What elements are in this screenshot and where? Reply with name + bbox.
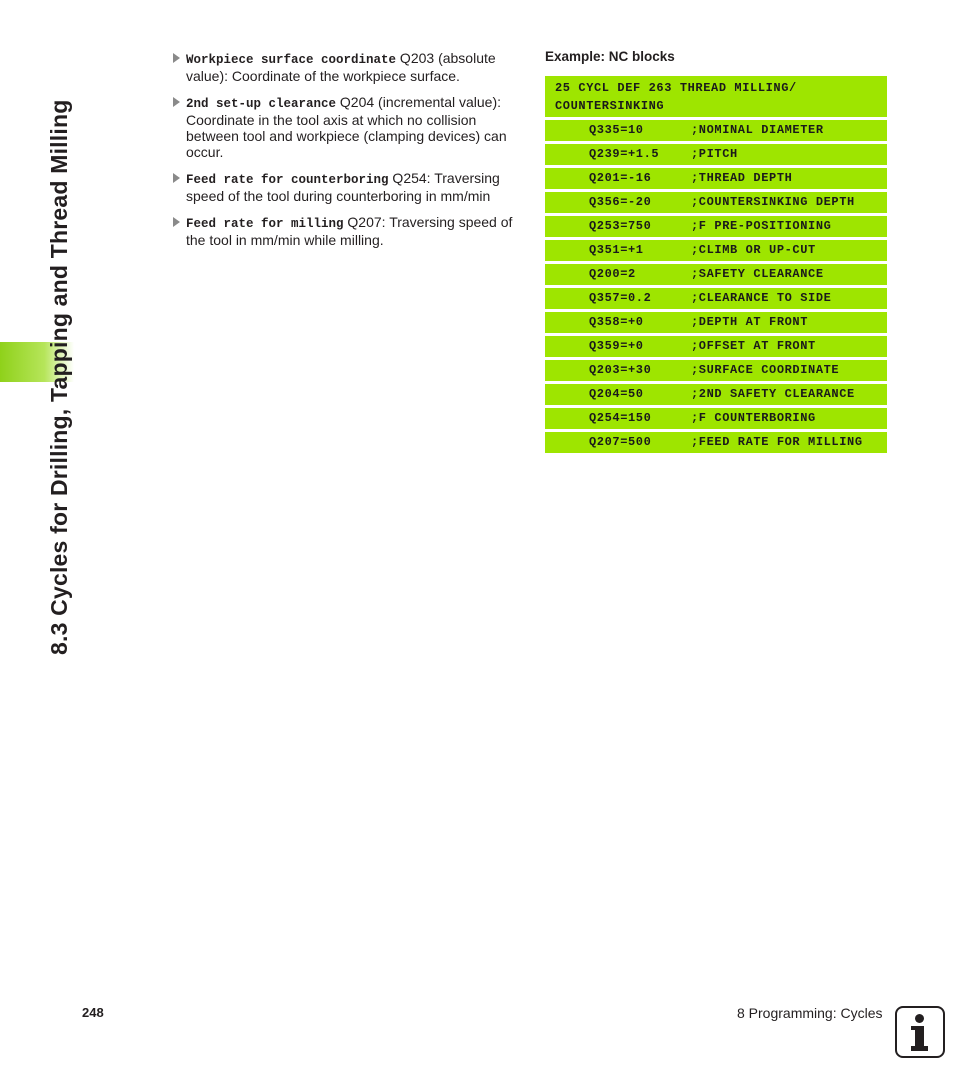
triangle-right-icon: [173, 53, 180, 63]
param-item: [172, 214, 524, 248]
info-icon-base: [911, 1046, 928, 1051]
nc-param: Q204=50: [589, 387, 644, 401]
info-icon: [895, 1006, 945, 1058]
nc-comment: ;2ND SAFETY CLEARANCE: [691, 387, 855, 401]
nc-param: Q239=+1.5: [589, 147, 660, 161]
nc-comment: ;F PRE-POSITIONING: [691, 219, 832, 233]
info-icon-stem: [915, 1026, 924, 1048]
nc-row: [545, 264, 887, 285]
nc-param: Q203=+30: [589, 363, 652, 377]
nc-param: Q335=10: [589, 123, 644, 137]
nc-param: Q351=+1: [589, 243, 644, 257]
triangle-right-icon: [173, 97, 180, 107]
example-title: Example: NC blocks: [545, 49, 675, 64]
nc-row: [545, 336, 887, 357]
nc-comment: ;SAFETY CLEARANCE: [691, 267, 824, 281]
triangle-right-icon: [173, 173, 180, 183]
nc-row: [545, 408, 887, 429]
param-item: [172, 170, 524, 204]
nc-row: [545, 288, 887, 309]
nc-param: Q201=-16: [589, 171, 652, 185]
param-item: [172, 94, 524, 160]
nc-param: Q200=2: [589, 267, 636, 281]
nc-row: [545, 240, 887, 261]
nc-header-line: 25 CYCL DEF 263 THREAD MILLING/: [555, 81, 797, 95]
info-icon-dot: [915, 1014, 924, 1023]
nc-block-listing: [545, 76, 887, 456]
nc-comment: ;NOMINAL DIAMETER: [691, 123, 824, 137]
nc-row: [545, 432, 887, 453]
footer-chapter: 8 Programming: Cycles: [737, 1005, 883, 1021]
nc-param: Q357=0.2: [589, 291, 652, 305]
nc-param: Q207=500: [589, 435, 652, 449]
nc-header-block: [545, 76, 887, 117]
nc-header-line: COUNTERSINKING: [555, 99, 665, 113]
nc-row: [545, 384, 887, 405]
param-item: [172, 50, 524, 84]
nc-param: Q356=-20: [589, 195, 652, 209]
nc-comment: ;OFFSET AT FRONT: [691, 339, 816, 353]
nc-comment: ;COUNTERSINKING DEPTH: [691, 195, 855, 209]
param-keyword: Feed rate for counterboring: [186, 173, 389, 187]
nc-param: Q358=+0: [589, 315, 644, 329]
nc-row: [545, 144, 887, 165]
nc-row: [545, 360, 887, 381]
nc-comment: ;THREAD DEPTH: [691, 171, 793, 185]
param-keyword: 2nd set-up clearance: [186, 97, 337, 111]
nc-comment: ;CLEARANCE TO SIDE: [691, 291, 832, 305]
nc-param: Q253=750: [589, 219, 652, 233]
nc-row: [545, 192, 887, 213]
nc-row: [545, 168, 887, 189]
nc-row: [545, 216, 887, 237]
param-description: Q207: Traversing speed of the tool in mm/min while milling.: [186, 214, 513, 248]
param-keyword: Workpiece surface coordinate: [186, 53, 397, 67]
page-number: 248: [82, 1005, 104, 1020]
param-keyword: Feed rate for milling: [186, 217, 344, 231]
nc-param: Q254=150: [589, 411, 652, 425]
chapter-side-title: 8.3 Cycles for Drilling, Tapping and Thread Milling: [46, 99, 72, 655]
param-description: Q254: Traversing speed of the tool during counterboring in mm/min: [186, 170, 500, 204]
nc-comment: ;FEED RATE FOR MILLING: [691, 435, 863, 449]
parameter-list: [172, 50, 524, 258]
nc-comment: ;SURFACE COORDINATE: [691, 363, 840, 377]
param-description: Q203 (absolute value): Coordinate of the workpiece surface.: [186, 50, 496, 84]
triangle-right-icon: [173, 217, 180, 227]
nc-param: Q359=+0: [589, 339, 644, 353]
nc-comment: ;F COUNTERBORING: [691, 411, 816, 425]
nc-comment: ;CLIMB OR UP-CUT: [691, 243, 816, 257]
nc-row: [545, 312, 887, 333]
param-description: Q204 (incremental value): Coordinate in the tool axis at which no collision between tool and workpiece (clamping devices) can occur.: [186, 94, 507, 160]
nc-row: [545, 120, 887, 141]
nc-comment: ;DEPTH AT FRONT: [691, 315, 809, 329]
nc-comment: ;PITCH: [691, 147, 738, 161]
